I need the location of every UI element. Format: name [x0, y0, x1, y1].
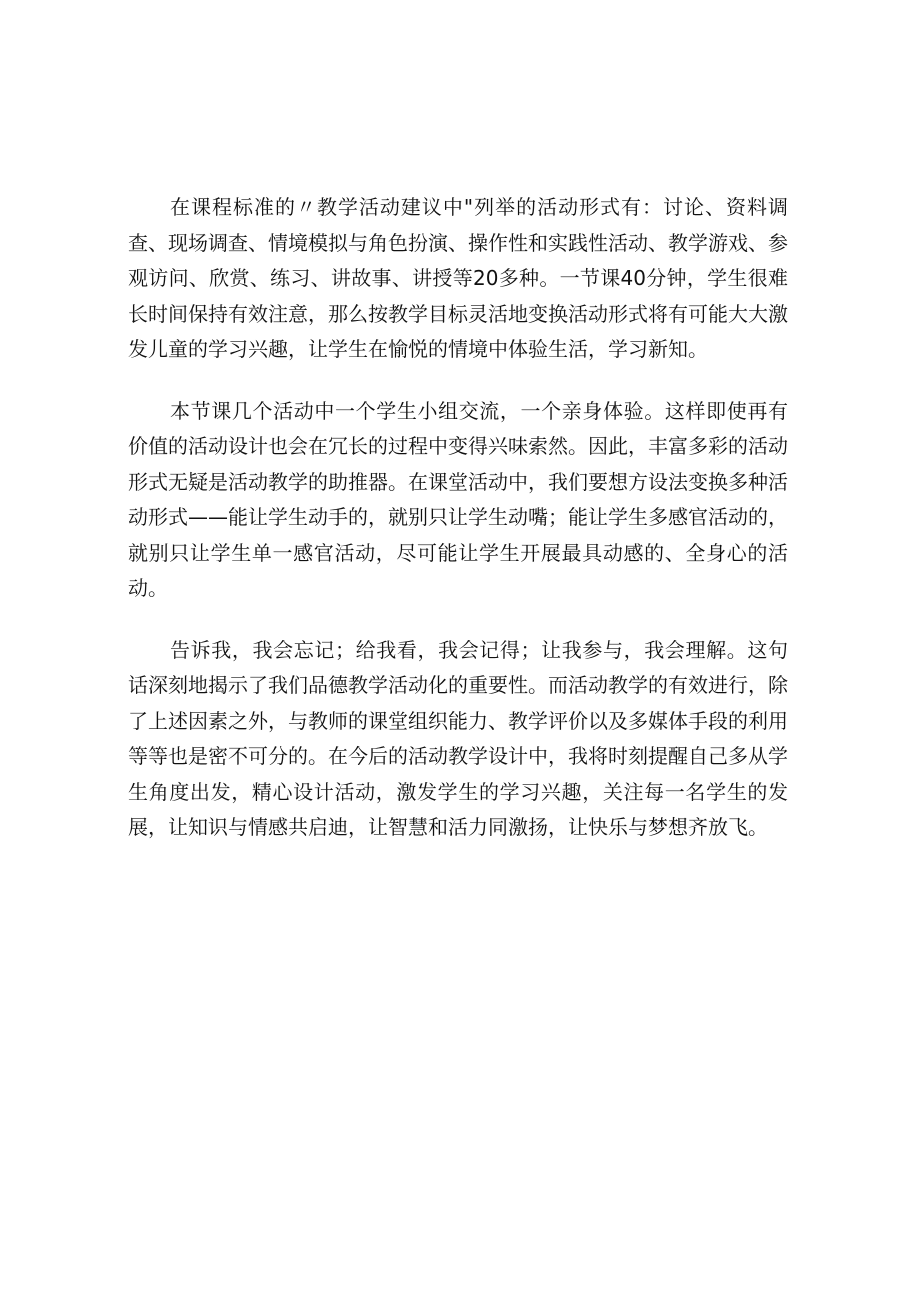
paragraph-conclusion: 告诉我，我会忘记；给我看，我会记得；让我参与，我会理解。这句话深刻地揭示了我们品德教学活动化的重要性。而活动教学的有效进行，除了上述因素之外，与教师的课堂组织能力、教学评价以及多媒体手段的利用等等也是密不可分的。在今后的活动教学设计中，我将时刻提醒自己多从学生角度出发，精心设计活动，激发学生的学习兴趣，关注每一名学生的发展，让知识与情感共启迪，让智慧和活力同激扬，让快乐与梦想齐放飞。 — [128, 637, 788, 839]
document-body — [128, 190, 788, 846]
paragraph-lesson-reflection: 本节课几个活动中一个学生小组交流，一个亲身体验。这样即使再有价值的活动设计也会在冗长的过程中变得兴味索然。因此，丰富多彩的活动形式无疑是活动教学的助推器。在课堂活动中，我们要想方设法变换多种活动形式——能让学生动手的，就别只让学生动嘴；能让学生多感官活动的，就别只让学生单一感官活动，尽可能让学生开展最具动感的、全身心的活动。 — [128, 398, 788, 600]
paragraph-activity-forms: 在课程标准的〃教学活动建议中"列举的活动形式有：讨论、资料调查、现场调查、情境模拟与角色扮演、操作性和实践性活动、教学游戏、参观访问、欣赏、练习、讲故事、讲授等20多种。一节课40分钟，学生很难长时间保持有效注意，那么按教学目标灵活地变换活动形式将有可能大大激发儿童的学习兴趣，让学生在愉悦的情境中体验生活，学习新知。 — [128, 195, 788, 361]
